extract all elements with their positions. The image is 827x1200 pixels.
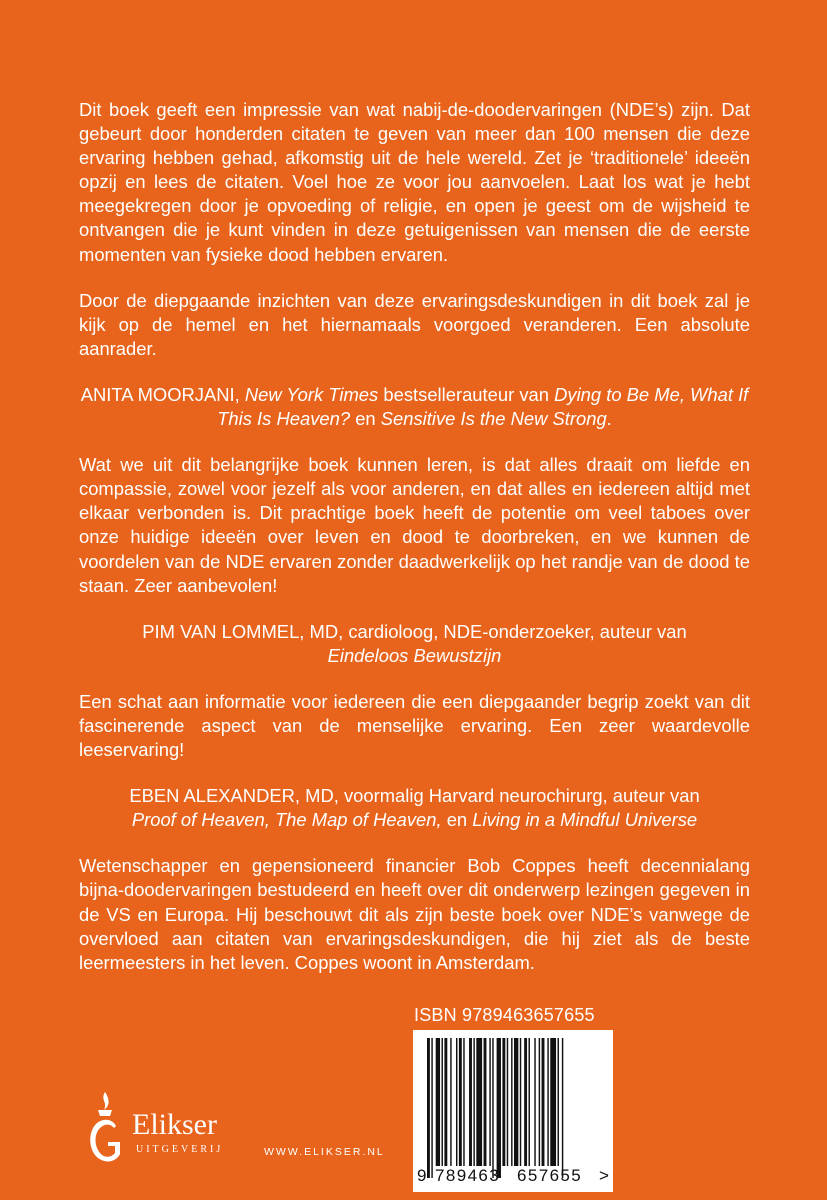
credit-moorjani bbox=[79, 383, 750, 431]
endorsement-moorjani: Door de diepgaande inzichten van deze ervaringsdeskundigen in dit boek zal je kijk op de hemel en het hiernamaals voorgoed veranderen. Een absolute aanrader. bbox=[79, 289, 750, 359]
credit-moorjani-and: en bbox=[350, 408, 381, 430]
credit-alexander bbox=[79, 784, 750, 832]
publisher-name: Elikser bbox=[132, 1108, 217, 1141]
credit-van-lommel-book: Eindeloos Bewustzijn bbox=[327, 644, 502, 666]
credit-moorjani-books: Dying to Be Me, What If This Is Heaven? bbox=[217, 383, 749, 430]
credit-alexander-book3: Living in a Mindful Universe bbox=[472, 809, 698, 831]
isbn-label: ISBN 9789463657655 bbox=[414, 1005, 595, 1025]
endorsement-alexander: Een schat aan informatie voor iedereen die een diepgaander begrip zoekt van dit fascinerende aspect van de menselijke ervaring. Een zeer waardevolle leeservaring! bbox=[79, 690, 750, 761]
publisher-subtitle: UITGEVERIJ bbox=[136, 1144, 224, 1155]
credit-alexander-and: en bbox=[441, 809, 473, 831]
endorsement-van-lommel: Wat we uit dit belangrijke boek kunnen leren, is dat alles draait om liefde en compassie, zowel voor jezelf als voor anderen, en dat alles en iedereen altijd met elkaar verbonden is. Dit prachtige boek heeft de potentie om veel taboes over onze huidige ideeën over leven en dood te doorbreken, en we kunnen de voordelen van de NDE ervaren zonder daadwerkelijk op het randje van de dood te staan. Zeer aanbevolen! bbox=[79, 454, 750, 596]
back-cover-text bbox=[79, 98, 750, 997]
barcode-tail-mark: > bbox=[599, 1166, 611, 1185]
barcode-digit-lead: 9 bbox=[417, 1166, 428, 1185]
barcode-digits-group1: 789463 bbox=[435, 1166, 501, 1185]
credit-moorjani-book3: Sensitive Is the New Strong bbox=[380, 408, 607, 430]
credit-van-lommel-line1: PIM VAN LOMMEL, MD, cardioloog, NDE-onderzoeker, auteur van bbox=[142, 620, 687, 642]
flame-g-icon bbox=[78, 1088, 132, 1168]
credit-alexander-line1: EBEN ALEXANDER, MD, voormalig Harvard neurochirurg, auteur van bbox=[129, 785, 700, 807]
credit-alexander-books: Proof of Heaven, The Map of Heaven, bbox=[131, 809, 442, 831]
credit-moorjani-name: ANITA MOORJANI, bbox=[80, 383, 245, 405]
credit-van-lommel bbox=[79, 620, 750, 668]
author-bio: Wetenschapper en gepensioneerd financier Bob Coppes heeft decennialang bijna-doodervaringen bestudeerd en heeft over dit onderwerp lezingen gegeven in de VS en Europa. Hij beschouwt dit als zijn beste boek over NDE’s vanwege de overvloed aan citaten van ervaringsdeskundigen, die hij ziet als de beste leermeesters in het leven. Coppes woont in Amsterdam. bbox=[79, 855, 750, 973]
barcode-digits-group2: 657655 bbox=[517, 1166, 583, 1185]
barcode bbox=[413, 1030, 613, 1192]
credit-moorjani-role: bestsellerauteur van bbox=[378, 383, 555, 405]
credit-moorjani-pub: New York Times bbox=[244, 383, 379, 405]
publisher-website: WWW.ELIKSER.NL bbox=[264, 1146, 385, 1158]
publisher-logo bbox=[78, 1088, 258, 1168]
book-description: Dit boek geeft een impressie van wat nabij-de-doodervaringen (NDE’s) zijn. Dat gebeurt door honderden citaten te geven van meer dan 100 mensen die deze ervaring hebben gehad, afkomstig uit de hele wereld. Zet je ‘traditionele’ ideeën opzij en lees de citaten. Voel hoe ze voor jou aanvoelen. Laat los wat je hebt meegekregen door je opvoeding of religie, en open je geest om de wijsheid te ontvangen die je kunt vinden in deze getuigenissen van mensen die de eerste momenten van fysieke dood hebben ervaren. bbox=[79, 99, 750, 265]
credit-moorjani-end: . bbox=[606, 408, 612, 430]
